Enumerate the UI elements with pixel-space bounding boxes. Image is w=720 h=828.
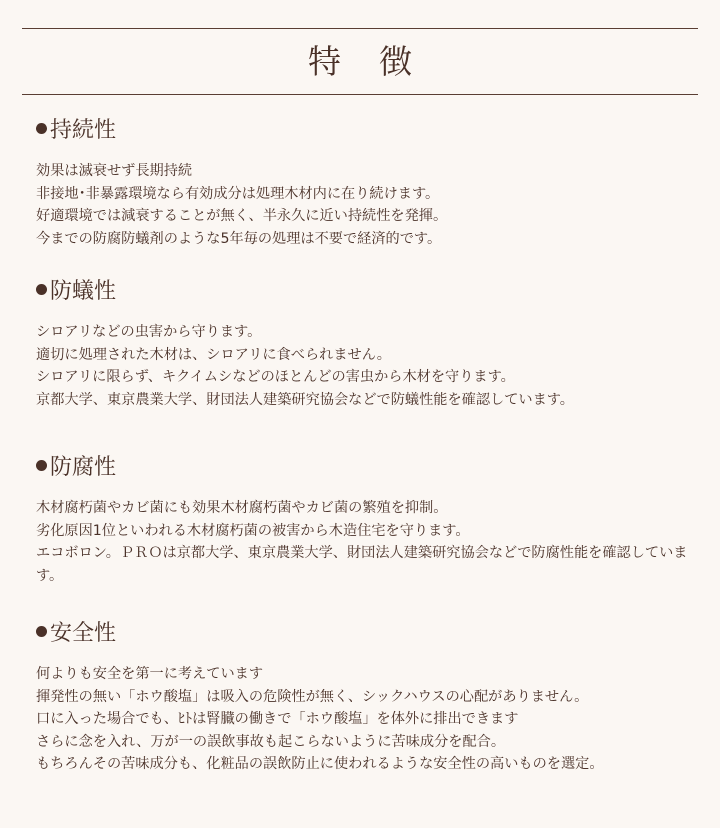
body-line: 何よりも安全を第一に考えています [36,666,264,682]
body-line: 今までの防腐防蟻剤のような5年毎の処理は不要で経済的です。 [36,230,442,247]
body-line: 非接地･非暴露環境なら有効成分は処理木材内に在り続けます。 [36,185,440,202]
body-line: 揮発性の無い「ホウ酸塩」は吸入の危険性が無く、シックハウスの心配がありません。 [36,688,589,705]
body-line: シロアリなどの虫害から守ります。 [36,324,262,340]
section-body [36,663,696,776]
section-heading [36,116,696,146]
bullet-dot-icon [36,626,47,637]
section-durability [36,116,696,250]
title-top-rule [22,28,698,29]
title-bottom-rule [22,94,698,95]
bullet-dot-icon [36,123,47,134]
body-line: さらに念を入れ、万が一の誤飲事故も起こらないように苦味成分を配合。 [36,733,506,750]
body-line: 適切に処理された木材は、シロアリに食べられません。 [36,346,391,363]
body-line: 劣化原因1位といわれる木材腐朽菌の被害から木造住宅を守ります。 [36,522,470,539]
bullet-dot-icon [36,284,47,295]
body-line: 京都大学、東京農業大学、財団法人建築研究協会などで防蟻性能を確認しています。 [36,391,574,408]
section-body [36,497,696,587]
section-heading-text: 安全性 [50,621,117,646]
section-heading-text: 防腐性 [50,455,117,480]
section-termite-resistance [36,277,696,411]
section-heading [36,277,696,307]
body-line: もちろんその苦味成分も、化粧品の誤飲防止に使われるような安全性の高いものを選定。 [36,756,604,772]
body-line: エコボロン。ＰＲＯは京都大学、東京農業大学、財団法人建築研究協会などで防腐性能を確認しています。 [36,545,688,584]
section-body [36,160,696,250]
section-heading-text: 持続性 [50,118,117,143]
bullet-dot-icon [36,460,47,471]
section-heading [36,619,696,649]
section-heading [36,453,696,483]
section-safety [36,619,696,776]
section-rot-resistance [36,453,696,587]
body-line: 木材腐朽菌やカビ菌にも効果木材腐朽菌やカビ菌の繁殖を抑制。 [36,500,448,516]
body-line: 好適環境では減衰することが無く、半永久に近い持続性を発揮。 [36,208,448,224]
section-heading-text: 防蟻性 [50,279,117,304]
body-line: シロアリに限らず、キクイムシなどのほとんどの害虫から木材を守ります。 [36,369,515,385]
body-line: 効果は滅衰せず長期持続 [36,163,193,179]
section-body [36,321,696,411]
body-line: 口に入った場合でも、ﾋﾄは腎臓の働きで「ホウ酸塩」を体外に排出できます [36,711,519,727]
page-title: 特徴 [308,42,450,81]
